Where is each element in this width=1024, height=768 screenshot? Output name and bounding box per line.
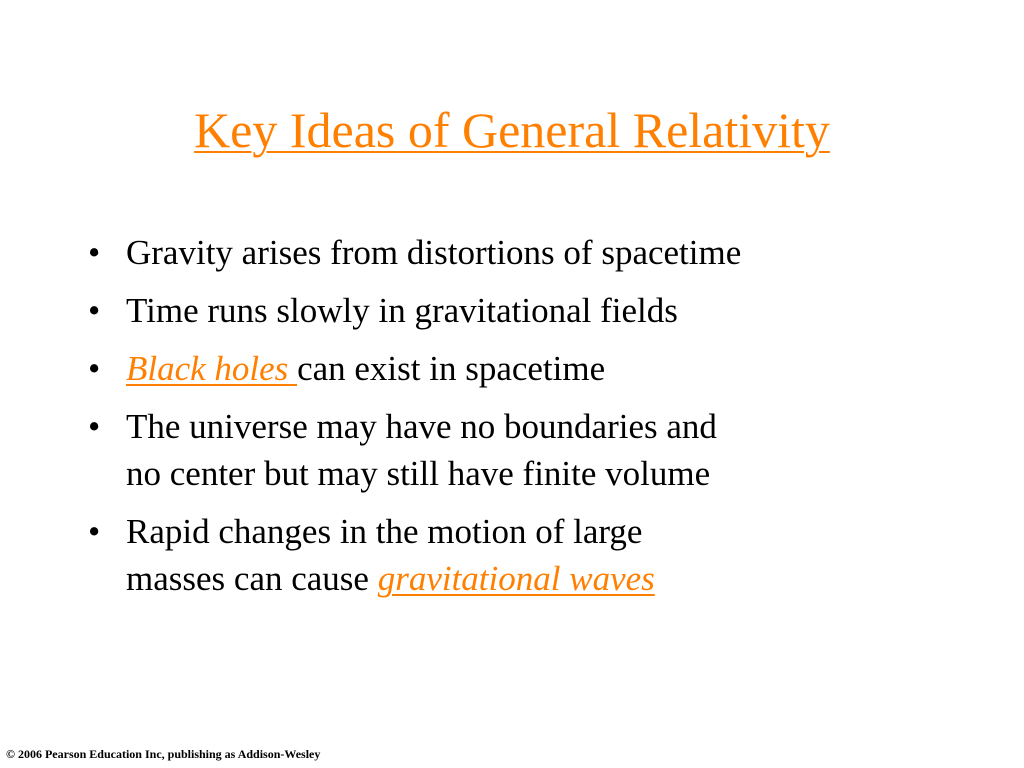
bullet-text: Gravity arises from distortions of spacetime [126, 233, 742, 272]
bullet-text-line-2: masses can cause [126, 559, 378, 598]
bullet-icon: • [88, 512, 101, 551]
bullet-text: can exist in spacetime [297, 349, 606, 388]
bullet-text-line-1: The universe may have no boundaries and [126, 407, 717, 446]
bullet-item-time [84, 287, 984, 334]
bullet-icon: • [88, 407, 101, 446]
bullet-list [84, 229, 984, 613]
bullet-item-gravity [84, 229, 984, 276]
copyright-footer: © 2006 Pearson Education Inc, publishing as Addison-Wesley [6, 747, 321, 761]
bullet-icon: • [88, 291, 101, 330]
bullet-text-line-1: Rapid changes in the motion of large [126, 512, 643, 551]
gravitational-waves-link[interactable]: gravitational waves [377, 559, 655, 598]
bullet-item-gravitational-waves [84, 508, 984, 602]
black-holes-link[interactable]: Black holes [126, 349, 298, 388]
bullet-icon: • [88, 349, 101, 388]
bullet-item-black-holes [84, 345, 984, 392]
bullet-text: Time runs slowly in gravitational fields [126, 291, 678, 330]
bullet-text-line-2: no center but may still have finite volume [126, 454, 711, 493]
bullet-icon: • [88, 233, 101, 272]
title-link[interactable]: Key Ideas of General Relativity [194, 102, 830, 158]
slide-title [0, 100, 1024, 160]
bullet-item-universe [84, 403, 984, 497]
